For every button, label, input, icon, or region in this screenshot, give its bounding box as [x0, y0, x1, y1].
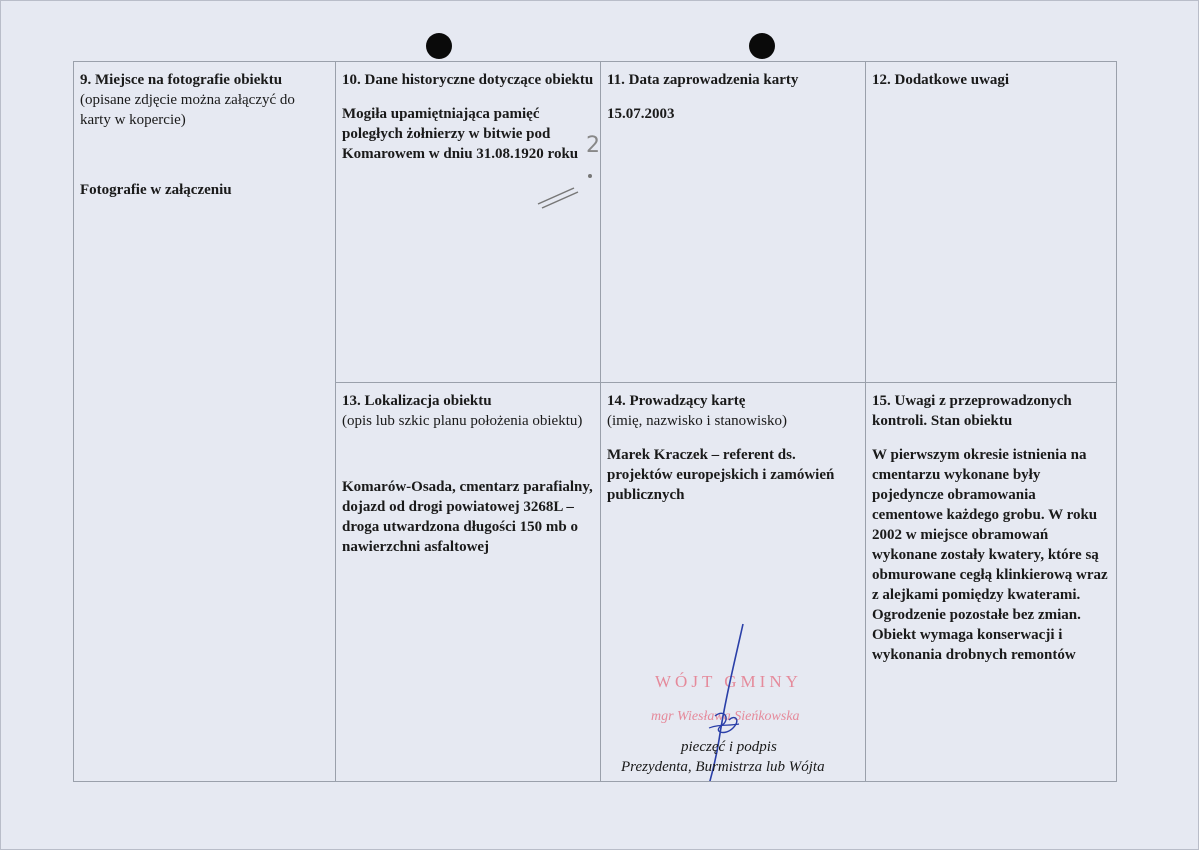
section-15-title: 15. Uwagi z przeprowadzonych kontroli. Stan obiektu [872, 393, 1072, 429]
stamp-caption-1: pieczęć i podpis [681, 739, 777, 755]
section-13-title: 13. Lokalizacja obiektu [342, 393, 492, 409]
section-13-subtitle: (opis lub szkic planu położenia obiektu) [342, 413, 583, 429]
section-9-value: Fotografie w załączeniu [80, 182, 232, 198]
stamp-caption-2: Prezydenta, Burmistrza lub Wójta [621, 759, 825, 775]
section-14-subtitle: (imię, nazwisko i stanowisko) [607, 413, 787, 429]
cell-historical-data [336, 62, 601, 383]
stamp-name: mgr Wiesława Sieńkowska [651, 709, 800, 724]
cell-inspection-notes [866, 383, 1117, 782]
section-10-value: Mogiła upamiętniająca pamięć poległych żołnierzy w bitwie pod Komarowem w dniu 31.08.1920 roku [342, 106, 579, 162]
section-10-title: 10. Dane historyczne dotyczące obiektu [342, 72, 594, 88]
official-stamp [607, 445, 859, 775]
section-13-value: Komarów-Osada, cmentarz parafialny, dojazd od drogi powiatowej 3268L – droga utwardzona długości 150 mb o nawierzchni asfaltowej [342, 479, 593, 555]
cell-card-date [601, 62, 866, 383]
cell-additional-notes [866, 62, 1117, 383]
section-11-title: 11. Data zaprowadzenia karty [607, 72, 799, 88]
stamp-title: WÓJT GMINY [655, 672, 802, 691]
section-11-value: 15.07.2003 [607, 106, 675, 122]
margin-number: 2 [586, 133, 600, 158]
cell-location [336, 383, 601, 782]
section-9-title: 9. Miejsce na fotografie obiektu [80, 72, 283, 88]
punch-hole-right [749, 33, 775, 59]
section-9-subtitle: (opisane zdjęcie można załączyć do karty w kopercie) [80, 92, 295, 128]
section-14-title: 14. Prowadzący kartę [607, 393, 746, 409]
cell-photo-place [74, 62, 336, 782]
section-14-value: Marek Kraczek – referent ds. projektów europejskich i zamówień publicznych [607, 447, 835, 503]
cell-card-keeper [601, 383, 866, 782]
section-12-title: 12. Dodatkowe uwagi [872, 72, 1010, 88]
section-15-value: W pierwszym okresie istnienia na cmentarzu wykonane były pojedyncze obramowania cementowe każdego grobu. W roku 2002 w miejsce obramowań wykonane zostały kwatery, które są obmurowane cegłą klinkierową wraz z alejkami pomiędzy kwaterami. Ogrodzenie pozostałe bez zmian. Obiekt wymaga konserwacji i wykonania drobnych remontów [872, 447, 1108, 663]
punch-hole-left [426, 33, 452, 59]
handwritten-margin-mark [534, 132, 614, 212]
